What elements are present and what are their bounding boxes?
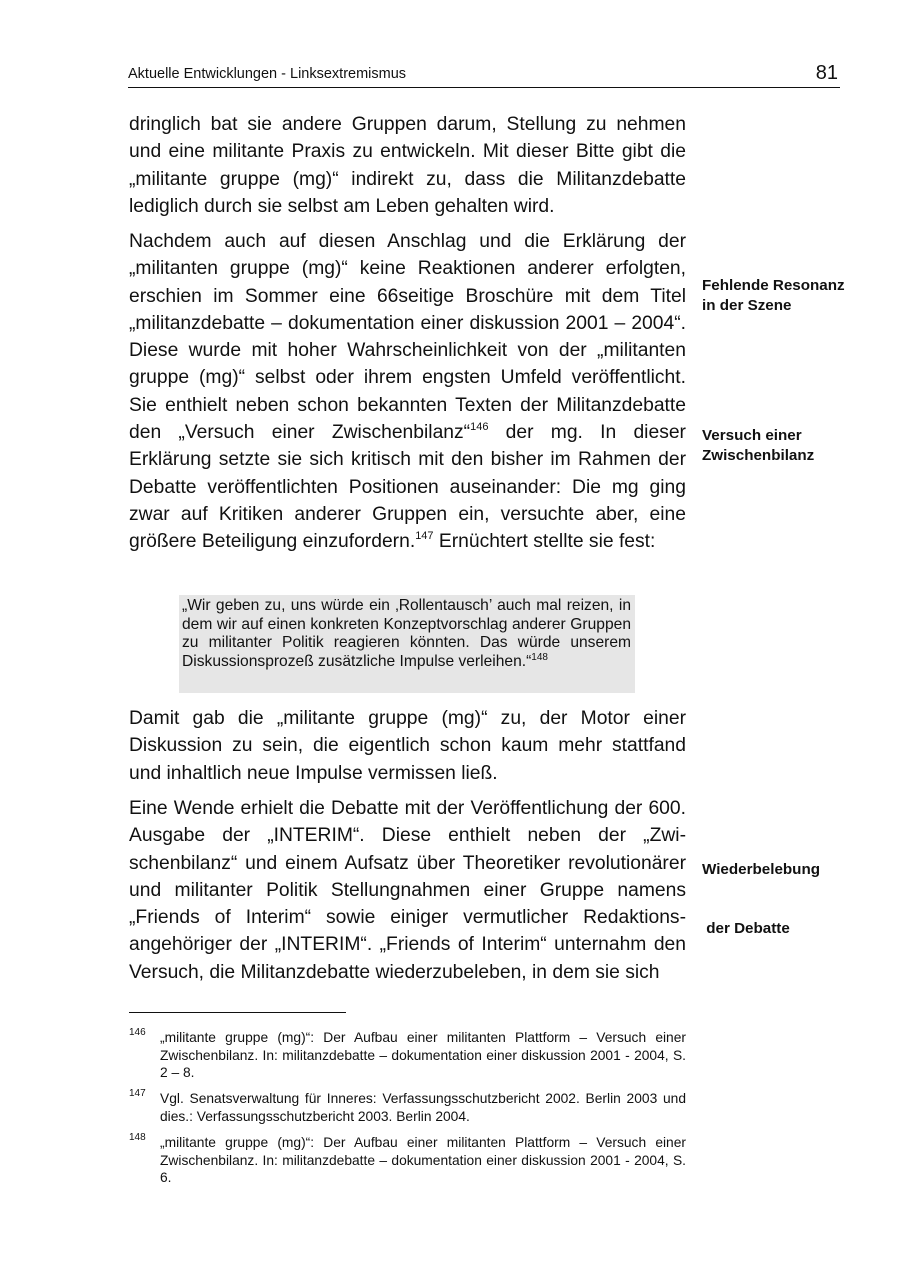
- footnote-ref-147[interactable]: 147: [415, 530, 434, 543]
- margin-note-versuch-zwischenbilanz: [702, 426, 877, 465]
- page-number: 81: [815, 62, 838, 84]
- body-paragraph-2-text-a: Nachdem auch auf diesen Anschlag und die Erklärung der „militanten gruppe (mg)“ keine Reaktionen anderer erfolgten, erschien im Sommer eine 66seitige Broschüre mit dem Titel „militanzdebatte – dokumentation einer diskussion 2001 – 2004“. Diese wurde mit hoher Wahrscheinlichkeit von der „militanten gruppe (mg)“ selbst oder ihrem engsten Umfeld veröffentlicht. Sie enthielt neben schon bekannten Texten der Militanzdebatte den „Versuch einer Zwischenbilanz“: [129, 231, 686, 444]
- margin-note-line: Fehlende Resonanz: [702, 277, 845, 294]
- footnote-number: 148: [129, 1132, 146, 1143]
- footnote-text: Vgl. Senatsverwaltung für Inneres: Verfassungsschutzbericht 2002. Berlin 2003 und dies.: Verfassungsschutzbericht 2003. Berlin 2004.: [160, 1091, 686, 1124]
- footnote-147: [129, 1090, 686, 1125]
- footnote-146: [129, 1029, 686, 1082]
- footnote-number: 147: [129, 1088, 146, 1099]
- body-paragraph-4: Eine Wende erhielt die Debatte mit der Veröffentlichung der 600. Ausgabe der „INTERIM“. Diese enthielt neben der „Zwischenbilanz“ und einem Aufsatz über Theoretiker revolutionärer und militanter Politik Stellungnahmen einer Gruppe namens „Friends of Interim“ sowie einiger vermutlicher Redaktionsangehöriger der „INTERIM“. „Friends of Interim“ unternahm den Versuch, die Militanzdebatte wiederzubeleben, in dem sie sich: [129, 798, 686, 983]
- margin-note-wiederbelebung: [702, 821, 877, 958]
- margin-note-line: der Debatte: [702, 919, 790, 937]
- footnote-148: [129, 1134, 686, 1187]
- running-head: Aktuelle Entwicklungen - Linksextremismus: [128, 66, 407, 82]
- block-quote: [179, 595, 635, 693]
- page-header: [128, 60, 840, 88]
- body-paragraph-3: Damit gab die „militante gruppe (mg)“ zu, der Motor einer Diskussion zu sein, die eigentlich schon kaum mehr stattfand und inhaltlich neue Impulse vermissen ließ.: [129, 708, 686, 784]
- footnote-text: „militante gruppe (mg)“: Der Aufbau einer militanten Plattform – Versuch einer Zwischenbilanz. In: militanzdebatte – dokumentation einer diskussion 2001 - 2004, S. 6.: [160, 1135, 686, 1185]
- body-paragraph-2: [129, 228, 686, 556]
- body-paragraph-1: dringlich bat sie andere Gruppen darum, Stellung zu nehmen und eine militante Praxis zu entwickeln. Mit dieser Bitte gibt die „militante gruppe (mg)“ indirekt zu, dass die Militanzdebatte lediglich durch sie selbst am Leben gehalten wird.: [129, 114, 686, 217]
- body-paragraph-2-text-b: der mg. In dieser Erklärung setzte sie sich kritisch mit den bisher im Rahmen der Debatte veröffentlichten Positionen auseinander: Die mg ging zwar auf Kritiken anderer Gruppen ein, versuchte aber, eine größere Beteiligung einzufordern.: [129, 422, 686, 553]
- margin-note-line: in der Szene: [702, 296, 792, 314]
- margin-note-line: Zwischenbilanz: [702, 446, 815, 464]
- footnote-ref-148[interactable]: 148: [531, 651, 548, 663]
- margin-note-line: Wiederbelebung: [702, 861, 820, 878]
- margin-note-line: Versuch einer: [702, 427, 802, 444]
- footnote-separator: [129, 1012, 346, 1013]
- block-quote-text: „Wir geben zu, uns würde ein ‚Rollentausch’ auch mal reizen, in dem wir auf einen konkreten Konzeptvorschlag anderer Gruppen zu militanter Politik reagieren könnten. Das würde unserem Diskussionsprozeß zusätzliche Impulse verleihen.“: [182, 597, 631, 670]
- footnote-text: „militante gruppe (mg)“: Der Aufbau einer militanten Plattform – Versuch einer Zwischenbilanz. In: militanzdebatte – dokumentation einer diskussion 2001 - 2004, S. 2 – 8.: [160, 1030, 686, 1080]
- footnote-ref-146[interactable]: 146: [470, 421, 489, 434]
- footnote-number: 146: [129, 1027, 146, 1038]
- body-paragraph-2-text-c: Ernüchtert stellte sie fest:: [433, 531, 656, 553]
- margin-note-fehlende-resonanz: [702, 276, 877, 315]
